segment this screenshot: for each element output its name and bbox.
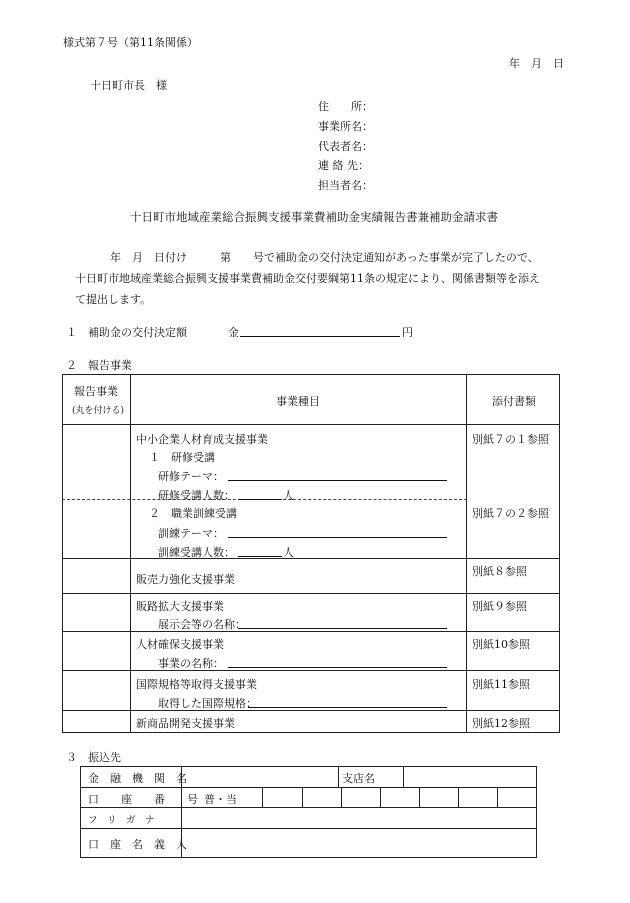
header-circle-note: (丸を付ける) [72, 406, 125, 416]
account-number-label: 口 座 番 号 [88, 793, 198, 806]
form-number: 様式第７号（第11条関係） [63, 36, 198, 49]
row-hr-count-label: 研修受講人数： [158, 489, 235, 502]
header-report: 報告事業 [74, 385, 118, 398]
row-newproduct-attach: 別紙12参照 [472, 717, 530, 730]
intl-standard-field[interactable] [248, 695, 447, 708]
row-intl-name-label: 取得した国際規格： [158, 697, 257, 710]
section3-label: ３ 振込先 [66, 751, 121, 764]
applicant-contact-label: 連 絡 先： [318, 159, 369, 172]
branch-name-field[interactable] [405, 767, 535, 787]
row-hr-theme-label: 研修テーマ： [158, 470, 224, 483]
recruit-project-name-field[interactable] [228, 655, 447, 668]
furigana-label: フ リ ガ ナ [88, 815, 155, 826]
row-vocational-theme-label: 訓練テーマ： [158, 527, 224, 540]
row-intl-attach: 別紙11参照 [472, 678, 530, 691]
applicant-office-label: 事業所名： [318, 120, 373, 133]
bank-name-label: 金 融 機 関 名 [88, 772, 187, 785]
body-line-2: 十日町市地域産業総合振興支援事業費補助金交付要綱第11条の規定により、関係書類等を添え [75, 272, 540, 285]
row-market-name-label: 展示会等の名称： [158, 618, 246, 631]
furigana-field[interactable] [183, 808, 535, 828]
row-hr-attach: 別紙７の１参照 [472, 433, 549, 446]
circle-cell-hr[interactable] [63, 425, 130, 558]
applicant-representative-label: 代表者名： [318, 140, 373, 153]
account-holder-label: 口 座 名 義 人 [88, 838, 187, 851]
account-holder-field[interactable] [183, 829, 535, 857]
amount-field[interactable] [240, 324, 400, 337]
training-theme-field[interactable] [228, 468, 447, 481]
row-newproduct-title: 新商品開発支援事業 [136, 717, 235, 730]
row-vocational-attach: 別紙７の２参照 [472, 507, 549, 520]
applicant-person-label: 担当者名： [318, 179, 373, 192]
branch-label: 支店名 [342, 772, 375, 785]
circle-cell-intl[interactable] [63, 671, 130, 710]
row-market-title: 販路拡大支援事業 [136, 600, 224, 613]
row-recruit-attach: 別紙10参照 [472, 638, 530, 651]
amount-suffix: 円 [402, 326, 413, 339]
row-sales-attach: 別紙８参照 [472, 565, 527, 578]
training-count-field[interactable] [238, 487, 282, 500]
bank-name-field[interactable] [183, 767, 337, 787]
row-recruit-title: 人材確保支援事業 [136, 638, 224, 651]
row-vocational-unit: 人 [283, 546, 294, 559]
applicant-address-label: 住 所： [318, 100, 373, 113]
row-intl-title: 国際規格等取得支援事業 [136, 678, 257, 691]
amount-prefix: 金 [228, 326, 239, 339]
row-sales-title: 販売力強化支援事業 [136, 573, 235, 586]
header-category: 事業種目 [276, 395, 320, 408]
circle-cell-market[interactable] [63, 594, 130, 631]
document-title: 十日町市地域産業総合振興支援事業費補助金実績報告書兼補助金請求書 [130, 210, 498, 224]
circle-cell-newproduct[interactable] [63, 711, 130, 732]
body-line-3: て提出します。 [75, 293, 152, 306]
row-hr-training: １ 研修受講 [149, 451, 215, 464]
section2-label: ２ 報告事業 [66, 359, 132, 372]
circle-cell-recruit[interactable] [63, 632, 130, 670]
addressee: 十日町市長 様 [90, 79, 167, 92]
row-recruit-name-label: 事業の名称： [158, 657, 224, 670]
exhibition-name-field[interactable] [238, 616, 447, 629]
row-vocational-count-label: 訓練受講人数： [158, 546, 235, 559]
row-hr-title: 中小企業人材育成支援事業 [136, 433, 268, 446]
body-line-1: 年 月 日付け 第 号で補助金の交付決定通知があった事業が完了したので、 [110, 251, 539, 264]
account-number-field[interactable] [263, 788, 535, 807]
section1-label: １ 補助金の交付決定額 [66, 326, 187, 339]
vocational-theme-field[interactable] [228, 525, 447, 538]
vocational-count-field[interactable] [238, 544, 282, 557]
circle-cell-sales[interactable] [63, 559, 130, 593]
account-type: 普・当 [204, 793, 237, 806]
row-vocational-title: ２ 職業訓練受講 [149, 507, 237, 520]
row-hr-unit: 人 [283, 489, 294, 502]
date-line: 年 月 日 [509, 57, 564, 70]
header-attachments: 添付書類 [492, 395, 536, 408]
row-market-attach: 別紙９参照 [472, 600, 527, 613]
